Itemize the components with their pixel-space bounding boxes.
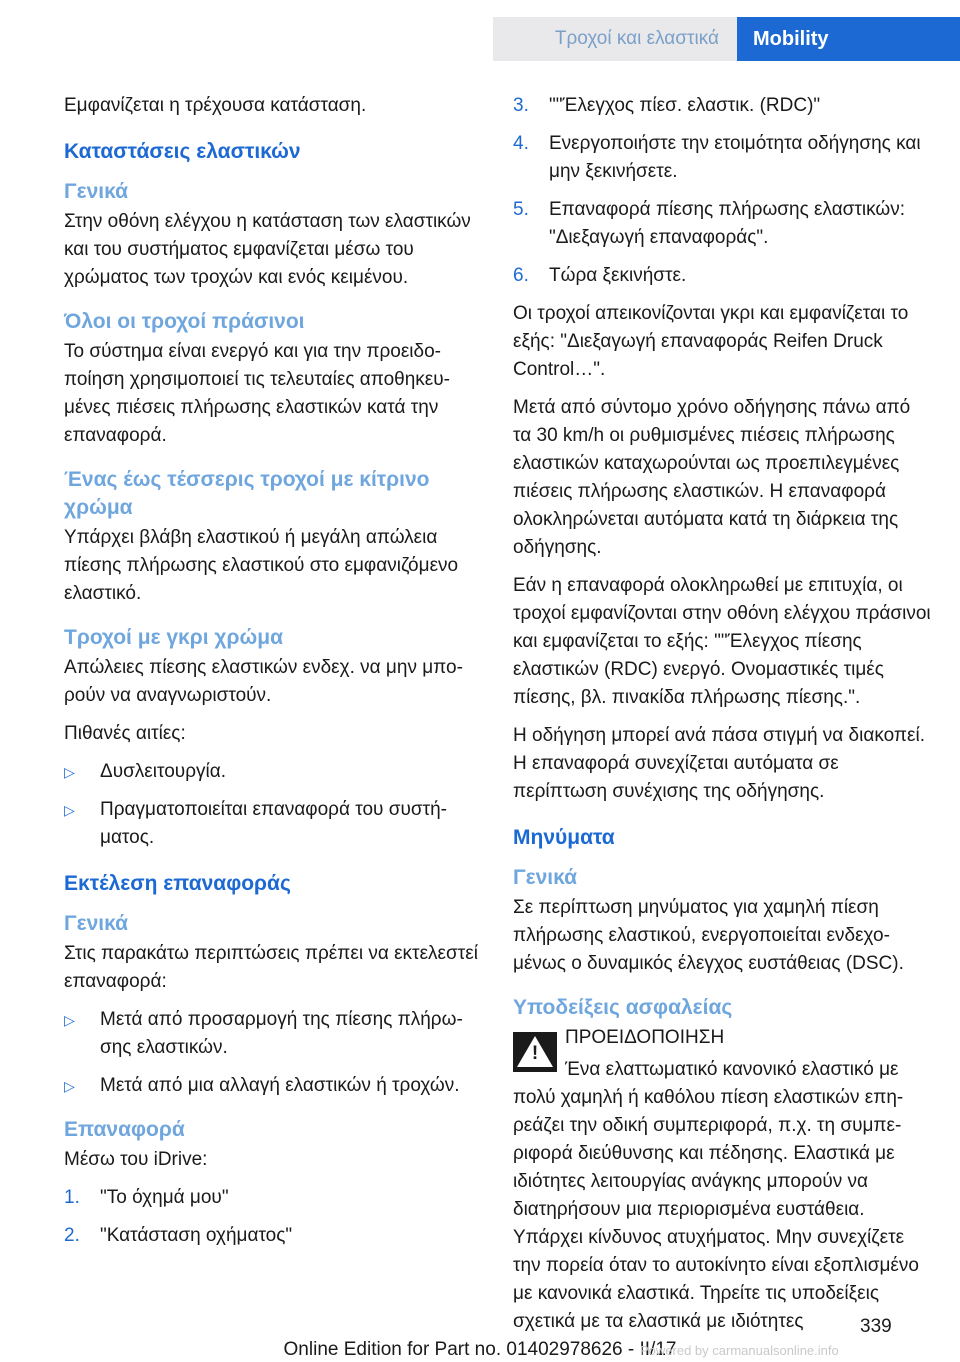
gray-text: Απώλειες πίεσης ελαστικών ενδεχ. να μην μπορούν να αναγνωριστούν. [64, 657, 463, 706]
reset-text: Στις παρακάτω περιπτώσεις πρέπει να εκτελεστεί επαναφορά: [64, 943, 478, 992]
heading-messages: Μηνύματα [513, 826, 615, 849]
list-item [513, 196, 933, 252]
step-number: 4. [513, 133, 529, 154]
heading-all-green: Όλοι οι τροχοί πράσινοι [64, 310, 305, 333]
footer-edition: Online Edition for Part no. 01402978626 - II/17 [283, 1339, 677, 1360]
list-item-text: Δυσλειτουργία. [100, 761, 226, 782]
steps-list-left [64, 1184, 484, 1250]
idrive-text: Μέσω του iDrive: [64, 1149, 208, 1170]
warning-text: Ένα ελαττωματικό κανονικό ελαστικό με πολύ χαμηλή ή καθόλου πίεση ελαστικών επηρεάζει την οδική συμπεριφορά, π.χ. τη συμπεριφορά διεύθυνσης και πέδησης. Ελαστικά με ιδιότητες λειτουργίας ανάγκης μπορούν να διατηρήσουν μια περιορισμένα ευστάθεια. Υπάρχει κίνδυνος ατυχήματος. Μην συνεχίζετε την πορεία όταν το αυτοκίνητο είναι εξοπλισμένο με κανονικά ελαστικά. Τηρείτε τις υποδείξεις σχετικά με τα ελαστικά με ιδιότητες [513, 1059, 919, 1332]
header-section-tab: Τροχοί και ελαστικά [493, 17, 737, 61]
warning-triangle-icon: ! [513, 1032, 557, 1072]
interrupt-text: Η οδήγηση μπορεί ανά πάσα στιγμή να διακοπεί. Η επαναφορά συνεχίζεται αυτόματα σε περίπτωση συνέχισης της οδήγησης. [513, 725, 925, 802]
step-number: 5. [513, 199, 529, 220]
heading-gray: Τροχοί με γκρι χρώμα [64, 626, 283, 649]
step-text: "Το όχημά μου" [100, 1187, 229, 1208]
reset-cases-list [64, 1006, 484, 1100]
list-item [64, 1222, 484, 1250]
footer [0, 1339, 960, 1361]
heading-general-3: Γενικά [513, 866, 578, 889]
list-item [64, 1006, 484, 1062]
list-item-text: Πραγματοποιείται επαναφορά του συστήματος. [100, 799, 447, 848]
triangle-right-icon: ▷ [64, 764, 75, 780]
list-item [64, 1184, 484, 1212]
heading-tire-states: Καταστάσεις ελαστικών [64, 140, 301, 163]
triangle-right-icon: ▷ [64, 1012, 75, 1028]
footer-source: Powered by carmanualsonline.info [640, 1343, 839, 1358]
page-number: 339 [860, 1316, 892, 1337]
step-text: Τώρα ξεκινήστε. [549, 265, 687, 286]
step-number: 6. [513, 265, 529, 286]
list-item [513, 130, 933, 186]
left-column [64, 92, 484, 1260]
messages-text: Σε περίπτωση μηνύματος για χαμηλή πίεση πλήρωσης ελαστικού, ενεργοποιείται ενδεχομένως ο δυναμικός έλεγχος ευστάθειας (DSC). [513, 897, 904, 974]
step-text: ""Έλεγχος πίεσ. ελαστικ. (RDC)" [549, 95, 821, 116]
all-green-text: Το σύστημα είναι ενεργό και για την προειδοποίηση χρησιμοποιεί τις τελευταίες αποθηκευμένες πιέσεις πλήρωσης ελαστικών κατά την επαναφορά. [64, 341, 450, 446]
step-number: 1. [64, 1187, 80, 1208]
step-number: 2. [64, 1225, 80, 1246]
list-item [64, 796, 484, 852]
list-item [64, 1072, 484, 1100]
driving-text: Μετά από σύντομο χρόνο οδήγησης πάνω από τα 30 km/h οι ρυθμισμένες πιέσεις πλήρωσης ελαστικών καταχωρούνται ως προεπιλεγμένες πιέσεις πλήρωσης ελαστικών. Η επαναφορά ολοκληρώνεται αυτόματα κατά τη διάρκεια της οδήγησης. [513, 397, 911, 558]
right-column [513, 92, 933, 1336]
heading-perform-reset: Εκτέλεση επαναφοράς [64, 872, 291, 895]
intro-text: Εμφανίζεται η τρέχουσα κατάσταση. [64, 95, 367, 116]
yellow-text: Υπάρχει βλάβη ελαστικού ή μεγάλη απώλεια πίεσης πλήρωσης ελαστικού στο εμφανιζόμενο ελαστικό. [64, 527, 459, 604]
heading-general-2: Γενικά [64, 912, 129, 935]
warning-block [513, 1024, 933, 1336]
causes-label: Πιθανές αιτίες: [64, 723, 186, 744]
success-text: Εάν η επαναφορά ολοκληρωθεί με επιτυχία, οι τροχοί εμφανίζονται στην οθόνη ελέγχου πράσινοι και εμφανίζεται το εξής: ""Έλεγχος πίεσης ελαστικών (RDC) ενεργό. Ονομαστικές τιμές πίεσης, βλ. πινακίδα πλήρωσης πίεσης.". [513, 575, 931, 708]
causes-list [64, 758, 484, 852]
list-item [513, 92, 933, 120]
list-item-text: Μετά από μια αλλαγή ελαστικών ή τροχών. [100, 1075, 460, 1096]
steps-list-right [513, 92, 933, 290]
heading-restore: Επαναφορά [64, 1118, 185, 1141]
header-chapter-tab: Mobility [737, 17, 960, 61]
step-number: 3. [513, 95, 529, 116]
general-text: Στην οθόνη ελέγχου η κατάσταση των ελαστικών και του συστήματος εμφανίζεται μέσω του χρώματος των τροχών και ενός κειμένου. [64, 211, 471, 288]
step-text: "Κατάσταση οχήματος" [100, 1225, 293, 1246]
triangle-right-icon: ▷ [64, 802, 75, 818]
list-item [64, 758, 484, 786]
heading-general: Γενικά [64, 180, 129, 203]
step-text: Ενεργοποιήστε την ετοιμότητα οδήγησης και μην ξεκινήσετε. [549, 133, 921, 182]
list-item [513, 262, 933, 290]
step-text: Επαναφορά πίεσης πλήρωσης ελαστικών: "Διεξαγωγή επαναφοράς". [549, 199, 906, 248]
triangle-right-icon: ▷ [64, 1078, 75, 1094]
warning-title: ΠΡΟΕΙΔΟΠΟΙΗΣΗ [565, 1027, 725, 1048]
heading-safety: Υποδείξεις ασφαλείας [513, 996, 733, 1019]
gray-wheels-text: Οι τροχοί απεικονίζονται γκρι και εμφανίζεται το εξής: "Διεξαγωγή επαναφοράς Reifen Druck Control…". [513, 303, 909, 380]
list-item-text: Μετά από προσαρμογή της πίεσης πλήρωσης ελαστικών. [100, 1009, 463, 1058]
heading-yellow: Ένας έως τέσσερις τροχοί με κίτρινο χρώμα [64, 468, 430, 519]
